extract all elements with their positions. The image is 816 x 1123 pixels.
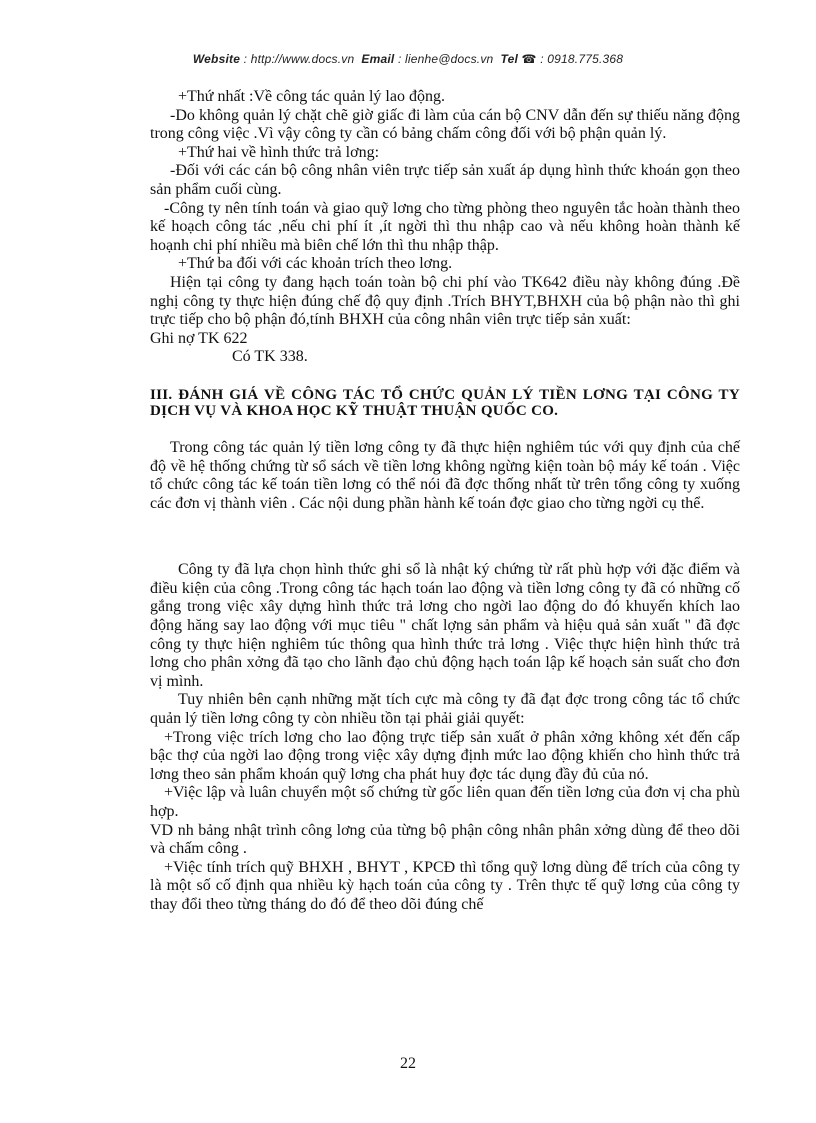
page-header bbox=[0, 52, 816, 66]
tel-value: ☎ : 0918.775.368 bbox=[521, 52, 624, 66]
website-label: Website bbox=[192, 52, 241, 66]
email-label: Email bbox=[361, 52, 395, 66]
email-value: : lienhe@docs.vn bbox=[397, 52, 494, 66]
paragraph: -Do không quản lý chặt chẽ giờ giấc đi làm của cán bộ CNV dẫn đến sự thiếu năng động trong công việc .Vì vậy công ty cần có bảng chấm công đối với bộ phận quản lý. bbox=[150, 106, 740, 143]
paragraph: +Việc tính trích quỹ BHXH , BHYT , KPCĐ thì tổng quỹ lơng dùng để trích của công ty là một số cố định qua nhiều kỳ hạch toán của công ty . Trên thực tế quỹ lơng của công ty thay đổi theo từng tháng do đó để theo dõi đúng chế bbox=[150, 858, 740, 913]
paragraph: Có TK 338. bbox=[232, 348, 308, 366]
paragraph: -Đối với các cán bộ công nhân viên trực tiếp sản xuất áp dụng hình thức khoán gọn theo sản phẩm cuối cùng. bbox=[150, 162, 740, 198]
paragraph: Hiện tại công ty đang hạch toán toàn bộ chi phí vào TK642 điều này không đúng .Đề nghị công ty thực hiện đúng chế độ quy định .Trích BHYT,BHXH của bộ phận nào thì ghi trực tiếp cho bộ phận đó,tính BHXH của công nhân viên trực tiếp sản xuất: bbox=[150, 273, 740, 329]
paragraph: +Thứ nhất :Về công tác quản lý lao động. bbox=[178, 88, 445, 105]
paragraph: +Trong việc trích lơng cho lao động trực tiếp sản xuất ở phân xởng không xét đến cấp bậc thợ của ngời lao động trong việc xây dựng định mức lao động khiến cho hình thức trả lơng theo sản phẩm khoán quỹ lơng cha phát huy đợc tác dụng đầy đủ của nó. bbox=[150, 728, 740, 783]
tel-label: Tel bbox=[500, 52, 518, 66]
paragraph: +Việc lập và luân chuyển một số chứng từ gốc liên quan đến tiền lơng của đơn vị cha phù hợp. bbox=[150, 784, 740, 820]
paragraph: +Thứ ba đối với các khoản trích theo lơng. bbox=[178, 255, 453, 273]
document-body bbox=[150, 88, 740, 915]
paragraph: Trong công tác quản lý tiền lơng công ty đã thực hiện nghiêm túc với quy định của chế độ về hệ thống chứng từ sổ sách về tiền lơng không ngừng kiện toàn bộ máy kế toán . Việc tổ chức công tác kế toán tiền lơng có thể nói đã đợc thống nhất từ trên tổng công ty xuống các đơn vị thành viên . Các nội dung phần hành kế toán đợc giao cho từng ngời cụ thể. bbox=[150, 438, 740, 512]
page-number: 22 bbox=[400, 1055, 416, 1072]
paragraph: Công ty đã lựa chọn hình thức ghi sổ là nhật ký chứng từ rất phù hợp với đặc điểm và điều kiện của công .Trong công tác hạch toán lao động và tiền lơng công ty đã có những cố gắng trong việc xây dựng hình thức trả lơng cho ngời lao động do đó khuyến khích lao động hăng say lao động với mục tiêu " chất lợng sản phẩm và hiệu quả sản xuất " đã đợc công ty thực hiện nghiêm túc thông qua hình thức trả lơng . Việc thực hiện hình thức trả lơng cho phân xởng đã tạo cho lãnh đạo chủ động hạch toán lập kế hoạch sản suất cho đơn vị mình. bbox=[150, 561, 740, 690]
paragraph: Tuy nhiên bên cạnh những mặt tích cực mà công ty đã đạt đợc trong công tác tổ chức quản lý tiền lơng công ty còn nhiều tồn tại phải giải quyết: bbox=[150, 691, 740, 728]
paragraph: -Công ty nên tính toán và giao quỹ lơng cho từng phòng theo nguyên tắc hoàn thành theo kế hoạch công tác ,nếu chi phí ít ,ít ngời thì thu nhập cao và nếu không hoàn thành kế hoạnh chi phí nhiều mà biên chế lớn thì thu nhập thập. bbox=[150, 199, 740, 254]
paragraph: Ghi nợ TK 622 bbox=[150, 329, 248, 347]
website-value: : http://www.docs.vn bbox=[243, 52, 355, 66]
section-heading: III. ĐÁNH GIÁ VỀ CÔNG TÁC TỔ CHỨC QUẢN LÝ TIỀN LƠNG TẠI CÔNG TY DỊCH VỤ VÀ KHOA HỌC KỸ THUẬT THUẬN QUỐC CO. bbox=[150, 386, 740, 419]
paragraph: VD nh bảng nhật trình công lơng của từng bộ phận công nhân phân xởng dùng để theo dõi và chấm công . bbox=[150, 821, 740, 858]
paragraph: +Thứ hai về hình thức trả lơng: bbox=[178, 143, 380, 161]
